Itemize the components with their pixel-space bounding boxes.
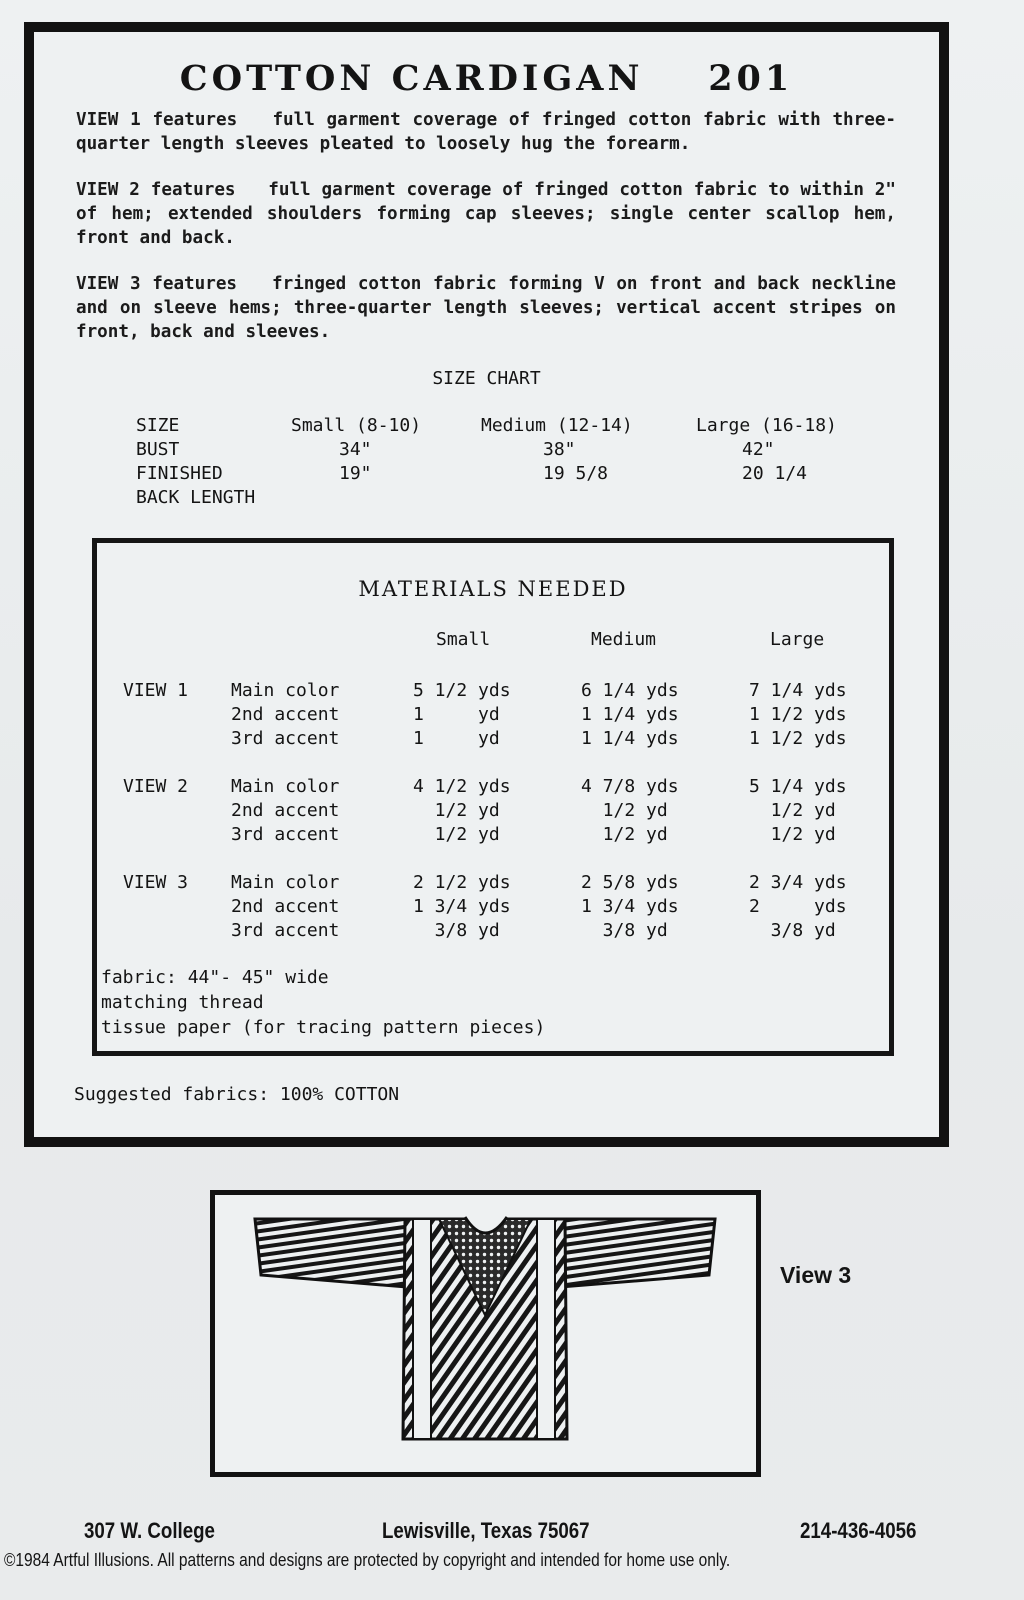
material-item: Main color	[231, 680, 340, 701]
size-cell: 34"	[339, 439, 372, 460]
view-2-description	[76, 178, 896, 250]
view-3-lead: VIEW 3 features	[76, 274, 238, 294]
header-large: Large	[770, 629, 825, 650]
accent-stripe	[537, 1219, 555, 1439]
view-1-lead: VIEW 1 features	[76, 110, 238, 130]
qty-medium: 1 3/4 yds	[581, 896, 679, 917]
qty-small: 1/2 yd	[413, 824, 500, 845]
footer-phone: 214-436-4056	[800, 1518, 917, 1543]
view-2-text: full garment coverage of fringed cotton fabric to within 2" of hem; extended shoulders forming cap sleeves; single center scallop hem, front and back.	[76, 180, 896, 248]
illustration-label: View 3	[780, 1262, 852, 1288]
view-3-text: fringed cotton fabric forming V on front and back neckline and on sleeve hems; three-quarter length sleeves; vertical accent stripes on front, back and sleeves.	[76, 274, 897, 342]
qty-small: 2 1/2 yds	[413, 872, 511, 893]
qty-medium: 3/8 yd	[581, 920, 668, 941]
material-item: Main color	[231, 776, 340, 797]
extra-thread: matching thread	[101, 992, 264, 1013]
cardigan-illustration	[215, 1195, 756, 1472]
back-length-row	[136, 486, 866, 510]
qty-small: 3/8 yd	[413, 920, 500, 941]
size-cell: BACK LENGTH	[136, 487, 256, 508]
footer-city: Lewisville, Texas 75067	[382, 1518, 590, 1543]
qty-medium: 1 1/4 yds	[581, 704, 679, 725]
qty-small: 5 1/2 yds	[413, 680, 511, 701]
view-3-description	[76, 272, 896, 344]
size-cell: BUST	[136, 439, 180, 460]
qty-small: 1 3/4 yds	[413, 896, 511, 917]
size-chart-table	[136, 414, 866, 510]
qty-small: 4 1/2 yds	[413, 776, 511, 797]
size-cell: SIZE	[136, 415, 180, 436]
view-label: VIEW 1	[123, 680, 189, 701]
pattern-info-frame	[24, 22, 949, 1147]
extra-fabric: fabric: 44"- 45" wide	[101, 967, 329, 988]
materials-title: MATERIALS NEEDED	[358, 577, 628, 601]
size-cell: Large (16-18)	[696, 415, 837, 436]
qty-medium: 4 7/8 yds	[581, 776, 679, 797]
size-cell: 42"	[742, 439, 775, 460]
qty-large: 7 1/4 yds	[749, 680, 847, 701]
qty-large: 2 yds	[749, 896, 847, 917]
footer-address: 307 W. College	[84, 1518, 215, 1543]
material-item: Main color	[231, 872, 340, 893]
accent-stripe	[413, 1219, 431, 1439]
material-item: 3rd accent	[231, 824, 340, 845]
material-item: 2nd accent	[231, 704, 340, 725]
size-cell: 38"	[543, 439, 576, 460]
header-small: Small	[436, 629, 491, 650]
header-medium: Medium	[591, 629, 657, 650]
copyright-notice: ©1984 Artful Illusions. All patterns and designs are protected by copyright and intended for home use only.	[4, 1550, 731, 1570]
qty-medium: 6 1/4 yds	[581, 680, 679, 701]
qty-large: 5 1/4 yds	[749, 776, 847, 797]
qty-large: 1 1/2 yds	[749, 728, 847, 749]
qty-medium: 1/2 yd	[581, 824, 668, 845]
qty-large: 1/2 yd	[749, 824, 836, 845]
qty-medium: 1 1/4 yds	[581, 728, 679, 749]
size-cell: 19 5/8	[543, 463, 609, 484]
material-item: 3rd accent	[231, 728, 340, 749]
view-1-description	[76, 108, 896, 156]
illustration-box	[210, 1190, 761, 1477]
page-title: COTTON CARDIGAN 201	[179, 58, 794, 99]
qty-small: 1 yd	[413, 728, 500, 749]
size-cell: Medium (12-14)	[481, 415, 633, 436]
view-label: VIEW 3	[123, 872, 189, 893]
view-2-lead: VIEW 2 features	[76, 180, 236, 200]
suggested-fabrics: Suggested fabrics: 100% COTTON	[74, 1084, 400, 1105]
qty-large: 2 3/4 yds	[749, 872, 847, 893]
qty-large: 1/2 yd	[749, 800, 836, 821]
size-cell: Small (8-10)	[291, 415, 422, 436]
size-row	[136, 414, 866, 438]
materials-box	[92, 538, 894, 1056]
qty-small: 1 yd	[413, 704, 500, 725]
qty-small: 1/2 yd	[413, 800, 500, 821]
size-cell: FINISHED	[136, 463, 223, 484]
material-item: 3rd accent	[231, 920, 340, 941]
extra-tissue: tissue paper (for tracing pattern pieces)	[101, 1017, 546, 1038]
right-sleeve	[560, 1219, 715, 1287]
size-chart-title: SIZE CHART	[432, 368, 541, 389]
material-item: 2nd accent	[231, 896, 340, 917]
size-cell: 20 1/4	[742, 463, 808, 484]
finished-row	[136, 462, 866, 486]
qty-medium: 1/2 yd	[581, 800, 668, 821]
qty-large: 3/8 yd	[749, 920, 836, 941]
materials-extras	[101, 965, 545, 1040]
view-1-text: full garment coverage of fringed cotton fabric with three-quarter length sleeves pleated to loosely hug the forearm.	[76, 110, 897, 154]
qty-medium: 2 5/8 yds	[581, 872, 679, 893]
bust-row	[136, 438, 866, 462]
qty-large: 1 1/2 yds	[749, 704, 847, 725]
material-item: 2nd accent	[231, 800, 340, 821]
size-cell: 19"	[339, 463, 372, 484]
view-label: VIEW 2	[123, 776, 189, 797]
left-sleeve	[255, 1219, 407, 1287]
